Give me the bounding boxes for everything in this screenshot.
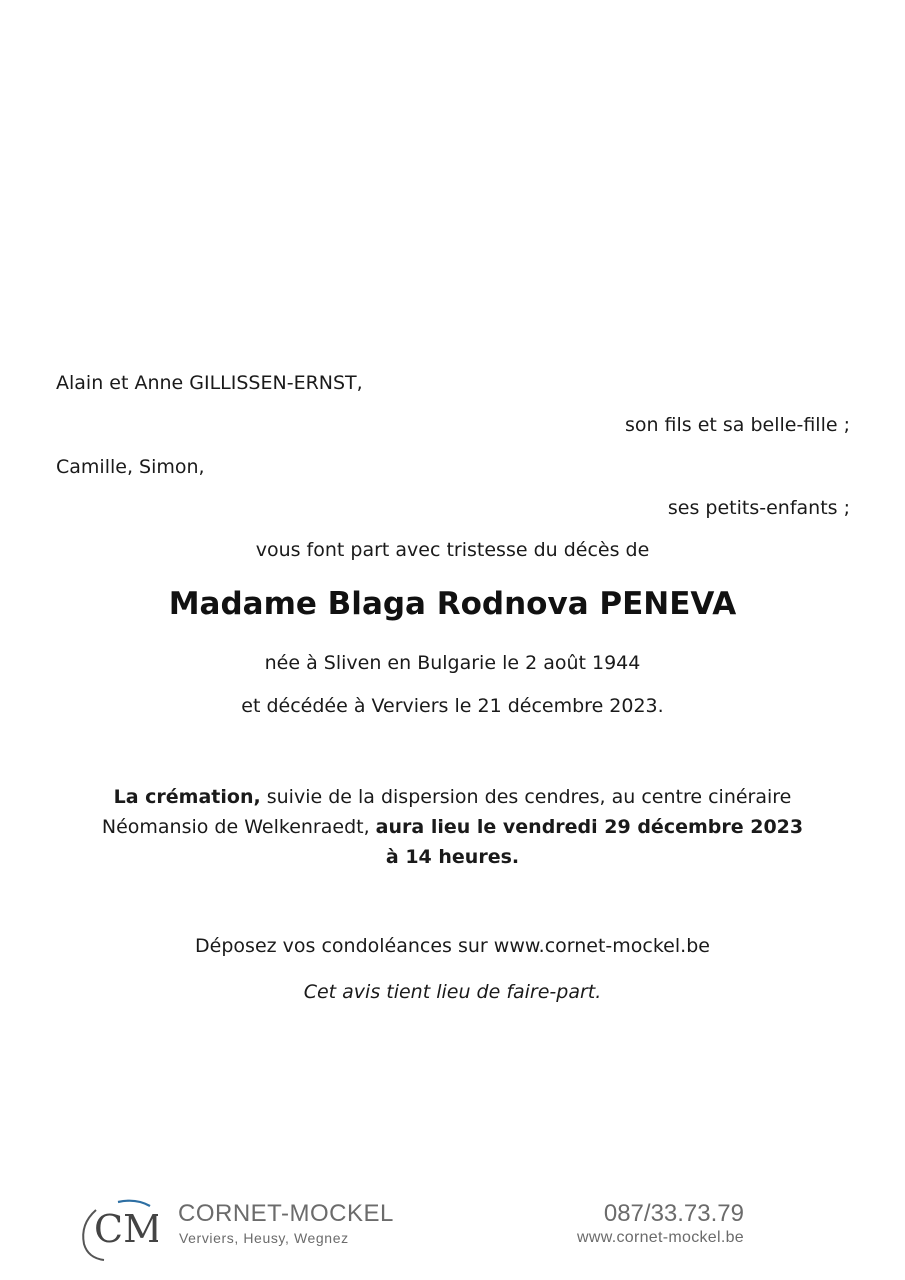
deceased-name: Madame Blaga Rodnova PENEVA [168, 586, 737, 622]
company-website[interactable]: www.cornet-mockel.be [577, 1229, 744, 1246]
company-name: CORNET-MOCKEL [178, 1200, 394, 1227]
ceremony-line-2 [0, 812, 905, 842]
family-relation-2: ses petits-enfants ; [667, 497, 850, 519]
ceremony-type: La crémation, [113, 786, 261, 808]
company-logo [76, 1196, 158, 1266]
ceremony-place: Néomansio de Welkenraedt, [101, 816, 376, 838]
ceremony-line-1 [0, 782, 905, 812]
birth-line: née à Sliven en Bulgarie le 2 août 1944 [264, 652, 641, 674]
ceremony-block [0, 782, 905, 872]
family-names-2: Camille, Simon, [56, 456, 205, 478]
notice-text: Cet avis tient lieu de faire-part. [303, 981, 602, 1003]
cm-logo-icon [76, 1196, 158, 1266]
ceremony-detail: suivie de la dispersion des cendres, au centre cinéraire [260, 786, 792, 808]
family-names-1: Alain et Anne GILLISSEN-ERNST, [56, 372, 363, 394]
company-phone: 087/33.73.79 [603, 1200, 744, 1227]
company-towns: Verviers, Heusy, Wegnez [179, 1230, 349, 1246]
logo-letters: CM [94, 1207, 158, 1251]
ceremony-line-3 [0, 842, 905, 872]
condolences-text: Déposez vos condoléances sur www.cornet-mockel.be [195, 935, 710, 957]
ceremony-date: aura lieu le vendredi 29 décembre 2023 [375, 816, 804, 838]
announcement-text: vous font part avec tristesse du décès de [255, 539, 650, 561]
family-relation-1: son fils et sa belle-fille ; [624, 414, 850, 436]
death-line: et décédée à Verviers le 21 décembre 2023. [241, 695, 664, 717]
ceremony-time: à 14 heures. [385, 846, 520, 868]
